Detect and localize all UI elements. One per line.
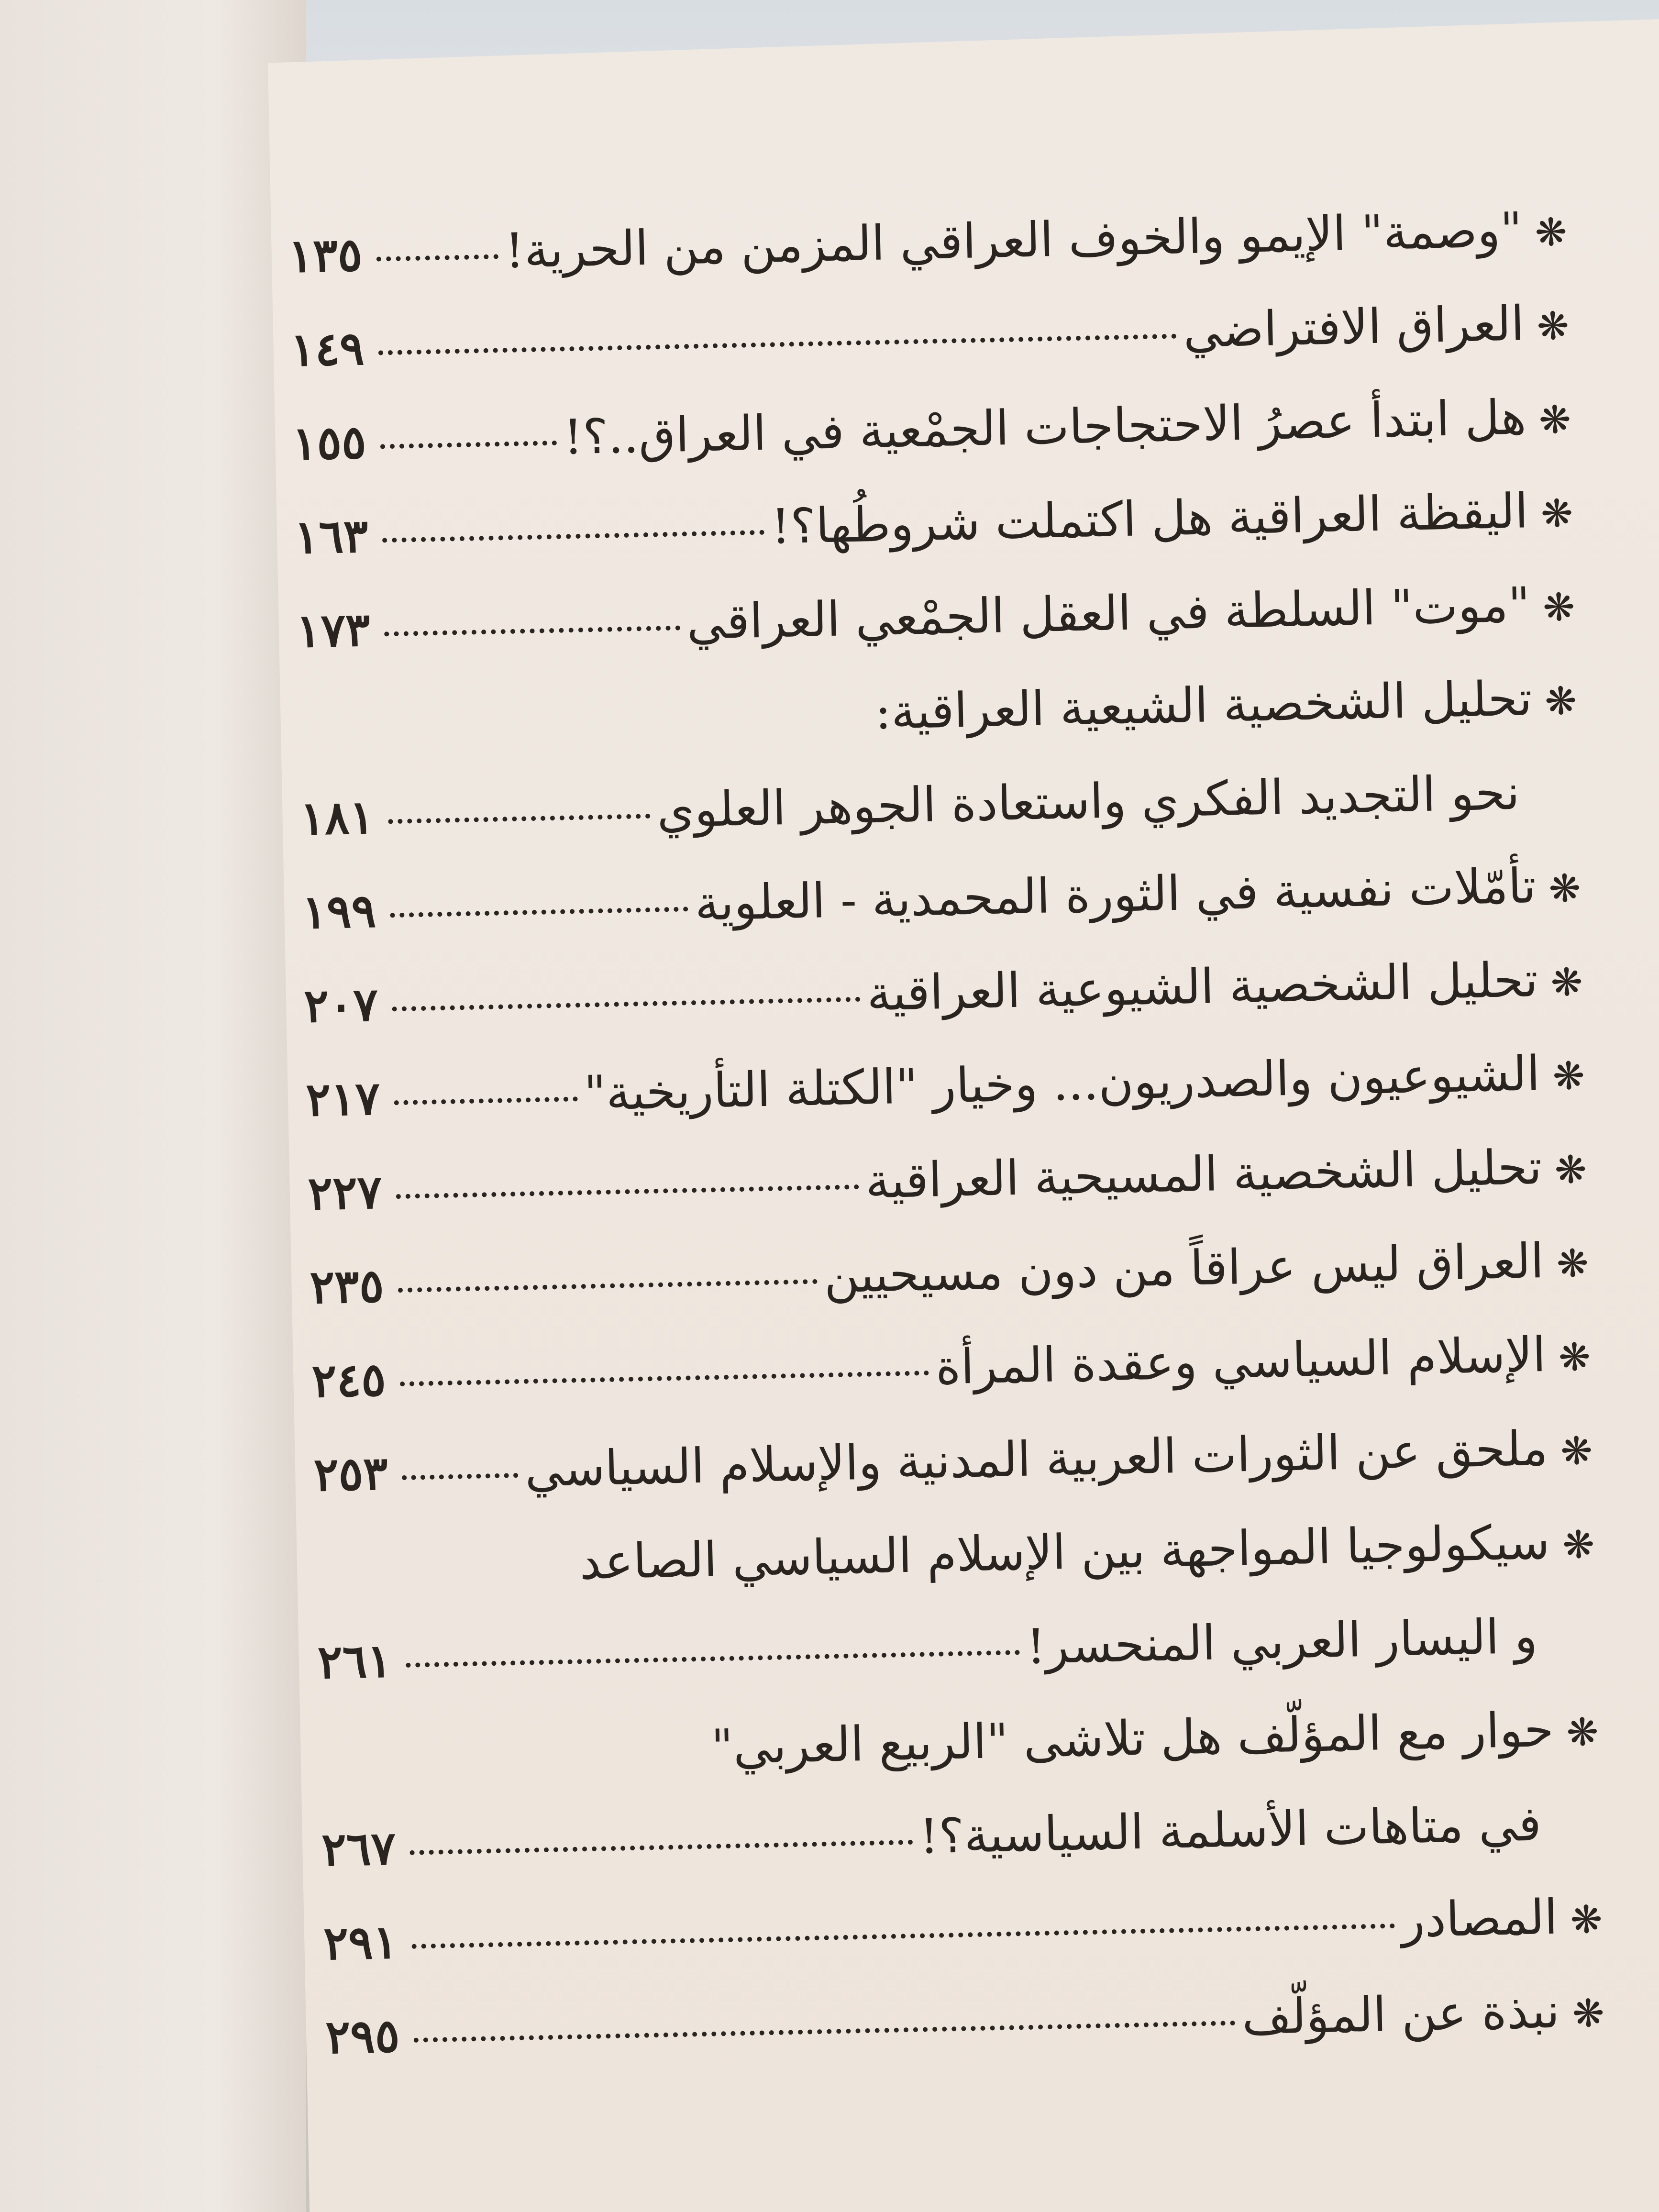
toc-entry-title-continued: نحو التجديد الفكري واستعادة الجوهر العلوي [656,764,1520,839]
toc-page-number: ١٩٩ [301,883,377,940]
toc-page-number: ١٥٥ [291,415,367,471]
toc-entry-title: "موت" السلطة في العقل الجمْعي العراقي [686,576,1531,651]
bullet-asterisk-icon: ❋ [1536,303,1570,349]
toc-page-number: ٢٠٧ [303,977,379,1033]
bullet-asterisk-icon: ❋ [1562,1522,1595,1568]
toc-entry[interactable] [297,651,1593,865]
toc-entry-title-continued: و اليسار العربي المنحسر! [1026,1608,1538,1675]
toc-page-number: ٢٩٥ [325,2008,400,2064]
bullet-asterisk-icon: ❋ [1570,1897,1603,1943]
toc-page-number: ٢٤٥ [311,1352,387,1408]
dot-leader [410,1840,913,1855]
toc-page-number: ٢٢٧ [307,1164,383,1221]
toc-page-number: ١٧٣ [295,602,371,658]
bullet-asterisk-icon: ❋ [1558,1335,1591,1380]
toc-entry-title-continued: في متاهات الأسلمة السياسية؟! [918,1795,1542,1865]
toc-page-number: ١٤٩ [289,321,365,377]
toc-entry-title: تحليل الشخصية المسيحية العراقية [865,1139,1543,1209]
toc-page-number: ٢٦٧ [321,1821,397,1877]
dot-leader [378,334,1177,355]
dot-leader [406,1650,1020,1668]
dot-leader [388,814,650,824]
dot-leader [400,1371,929,1386]
dot-leader [390,907,688,918]
bullet-asterisk-icon: ❋ [1542,585,1576,630]
toc-entry-title: الشيوعيون والصدريون... وخيار "الكتلة التأريخية" [583,1045,1541,1121]
bullet-asterisk-icon: ❋ [1560,1428,1593,1474]
toc-entry-title: تأمّلات نفسية في الثورة المحمدية - العلوية [694,858,1537,932]
toc-entry-title: سيكولوجيا المواجهة بين الإسلام السياسي الصاعد [579,1514,1550,1591]
toc-entry-title: العراق الافتراضي [1183,295,1525,359]
toc-entry-title: "وصمة" الإيمو والخوف العراقي المزمن من الحرية! [504,201,1523,279]
toc-page-number: ٢١٧ [305,1071,381,1127]
bullet-asterisk-icon: ❋ [1538,397,1571,442]
toc-entry-title: نبذة عن المؤلّف [1241,1982,1560,2046]
toc-entry-title: المصادر [1401,1889,1559,1948]
toc-page-number: ١٨١ [299,790,375,846]
toc-page-number: ٢٩١ [323,1914,398,1970]
dot-leader [396,1184,859,1199]
dot-leader [392,997,861,1011]
toc-page-number: ١٣٥ [288,227,363,283]
toc-entry-title: هل ابتدأ عصرُ الاحتجاجات الجمْعية في العراق..؟! [563,389,1527,465]
toc-entry-title: حوار مع المؤلّف هل تلاشى "الربيع العربي" [710,1701,1554,1775]
toc-page-number: ٢٥٣ [313,1446,388,1502]
dot-leader [412,1924,1395,1949]
bullet-asterisk-icon: ❋ [1554,1147,1587,1193]
dot-leader [414,2021,1236,2043]
toc-entry-title: تحليل الشخصية الشيوعية العراقية [866,951,1539,1022]
dot-leader [382,530,764,543]
dot-leader [398,1279,818,1293]
bullet-asterisk-icon: ❋ [1550,960,1583,1005]
toc-entry-title: العراق ليس عراقاً من دون مسيحيين [823,1233,1545,1304]
bullet-asterisk-icon: ❋ [1544,678,1578,724]
table-of-contents [288,182,1618,2084]
toc-entry[interactable] [315,1494,1610,1708]
bullet-asterisk-icon: ❋ [1571,1991,1605,2036]
bullet-asterisk-icon: ❋ [1552,1053,1585,1099]
toc-page-number: ٢٣٥ [309,1258,385,1315]
left-facing-page [0,0,306,2212]
toc-entry-title: تحليل الشخصية الشيعية العراقية: [874,670,1533,741]
dot-leader [376,254,498,261]
dot-leader [394,1096,578,1105]
toc-entry-title: الإسلام السياسي وعقدة المرأة [935,1326,1547,1395]
bullet-asterisk-icon: ❋ [1566,1709,1599,1755]
toc-entry-title: اليقظة العراقية هل اكتملت شروطُها؟! [770,483,1529,555]
dot-leader [380,441,557,449]
toc-entry-title: ملحق عن الثورات العربية المدنية والإسلام السياسي [524,1420,1548,1498]
dot-leader [384,626,680,637]
bullet-asterisk-icon: ❋ [1540,491,1573,536]
toc-page-number: ٢٦١ [317,1633,393,1689]
toc-page-number: ١٦٣ [293,509,369,564]
dot-leader [402,1473,519,1480]
toc-entry[interactable] [319,1681,1614,1896]
bullet-asterisk-icon: ❋ [1534,210,1568,255]
bullet-asterisk-icon: ❋ [1556,1241,1589,1286]
bullet-asterisk-icon: ❋ [1548,866,1582,911]
